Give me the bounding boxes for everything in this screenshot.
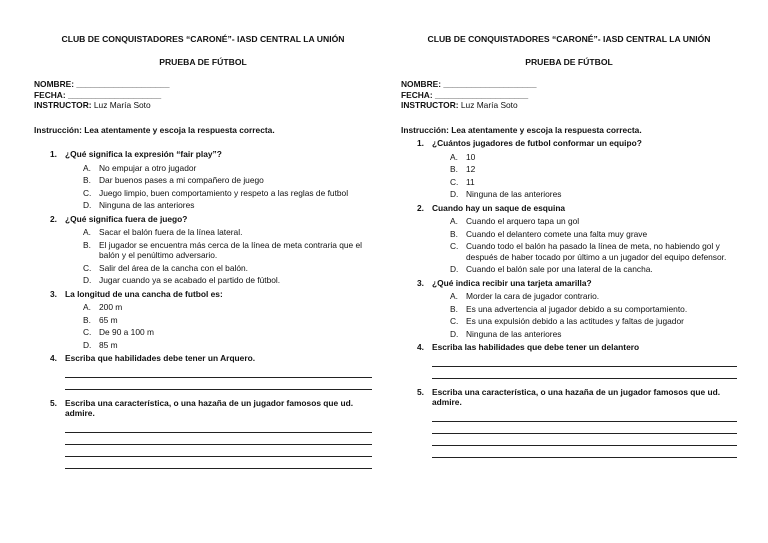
club-title: CLUB DE CONQUISTADORES “CARONÉ”- IASD CENTRAL LA UNIÓN xyxy=(427,34,711,44)
question-item xyxy=(401,278,737,340)
option-letter: D. xyxy=(83,339,92,350)
answer-line[interactable] xyxy=(432,410,737,422)
option-text: Dar buenos pases a mi compañero de juego xyxy=(99,175,264,186)
question-text: ¿Qué indica recibir una tarjeta amarilla? xyxy=(432,277,592,288)
option-item[interactable] xyxy=(432,189,737,200)
option-letter: A. xyxy=(83,227,91,238)
question-text: ¿Cuántos jugadores de futbol conformar un equipo? xyxy=(432,138,642,149)
option-letter: B. xyxy=(83,239,91,250)
instructor-name: Luz María Soto xyxy=(91,100,151,111)
option-item[interactable] xyxy=(65,327,372,338)
question-list xyxy=(401,138,737,458)
options-list xyxy=(432,152,737,200)
options-list xyxy=(65,163,372,211)
option-letter: B. xyxy=(450,164,458,175)
question-number: 4. xyxy=(50,353,57,364)
club-title: CLUB DE CONQUISTADORES “CARONÉ”- IASD CENTRAL LA UNIÓN xyxy=(61,34,345,44)
option-item[interactable] xyxy=(65,163,372,174)
option-letter: D. xyxy=(83,200,92,211)
option-letter: C. xyxy=(83,187,92,198)
instruction-text: Instrucción: Lea atentamente y escoja la respuesta correcta. xyxy=(401,124,642,135)
option-letter: B. xyxy=(83,175,91,186)
nombre-field[interactable]: NOMBRE: ____________________ xyxy=(34,79,170,90)
question-text: Escriba las habilidades que debe tener un delantero xyxy=(432,342,640,353)
option-item[interactable] xyxy=(432,177,737,188)
option-text: 12 xyxy=(466,164,476,175)
question-item xyxy=(401,342,737,379)
option-letter: B. xyxy=(450,228,458,239)
option-text: 65 m xyxy=(99,314,118,325)
option-text: Es una expulsión debido a las actitudes y faltas de jugador xyxy=(466,316,684,327)
exam-title: PRUEBA DE FÚTBOL xyxy=(159,56,247,67)
answer-line[interactable] xyxy=(65,433,372,445)
instructor-label: INSTRUCTOR: xyxy=(401,100,459,111)
option-text: Sacar el balón fuera de la línea lateral. xyxy=(99,227,243,238)
question-number: 2. xyxy=(417,202,424,213)
option-letter: C. xyxy=(450,176,459,187)
option-letter: B. xyxy=(83,314,91,325)
answer-line[interactable] xyxy=(65,445,372,457)
option-letter: C. xyxy=(450,241,459,252)
question-number: 3. xyxy=(417,277,424,288)
option-item[interactable] xyxy=(65,302,372,313)
question-text: La longitud de una cancha de futbol es: xyxy=(65,288,223,299)
option-item[interactable] xyxy=(432,229,737,240)
instructor-name: Luz María Soto xyxy=(458,100,518,111)
option-text: El jugador se encuentra más cerca de la línea de meta contraria que el balón y el penúltimo adversario. xyxy=(99,239,363,261)
option-text: No empujar a otro jugador xyxy=(99,162,197,173)
answer-lines xyxy=(65,366,372,390)
question-number: 1. xyxy=(50,149,57,160)
option-text: Juego limpio, buen comportamiento y respeto a las reglas de futbol xyxy=(99,187,349,198)
option-item[interactable] xyxy=(432,329,737,340)
question-item xyxy=(401,387,737,458)
instruction-text: Instrucción: Lea atentamente y escoja la respuesta correcta. xyxy=(34,124,275,135)
option-letter: D. xyxy=(450,328,459,339)
question-text: ¿Qué significa la expresión “fair play”? xyxy=(65,149,222,160)
question-text: ¿Qué significa fuera de juego? xyxy=(65,213,188,224)
question-item xyxy=(34,214,372,286)
question-number: 4. xyxy=(417,342,424,353)
nombre-field[interactable]: NOMBRE: ____________________ xyxy=(401,79,537,90)
option-item[interactable] xyxy=(432,164,737,175)
question-item xyxy=(401,138,737,200)
option-text: Morder la cara de jugador contrario. xyxy=(466,291,600,302)
option-letter: C. xyxy=(83,262,92,273)
answer-lines xyxy=(65,421,372,469)
option-text: Es una advertencia al jugador debido a su comportamiento. xyxy=(466,303,688,314)
answer-lines xyxy=(432,355,737,379)
option-item[interactable] xyxy=(432,241,737,262)
fecha-field[interactable]: FECHA: ____________________ xyxy=(34,89,162,100)
instructor-field xyxy=(401,100,737,111)
option-letter: D. xyxy=(83,275,92,286)
option-letter: D. xyxy=(450,189,459,200)
option-item[interactable] xyxy=(65,240,372,261)
option-text: 200 m xyxy=(99,302,123,313)
answer-line[interactable] xyxy=(432,367,737,379)
option-text: Cuando el balón sale por una lateral de la cancha. xyxy=(466,264,653,275)
question-number: 2. xyxy=(50,213,57,224)
question-item xyxy=(401,203,737,275)
answer-line[interactable] xyxy=(432,446,737,458)
answer-line[interactable] xyxy=(432,355,737,367)
question-number: 5. xyxy=(50,397,57,408)
option-item[interactable] xyxy=(432,316,737,327)
fecha-field[interactable]: FECHA: ____________________ xyxy=(401,89,529,100)
answer-lines xyxy=(432,410,737,458)
option-item[interactable] xyxy=(432,216,737,227)
options-list xyxy=(432,216,737,275)
option-item[interactable] xyxy=(65,315,372,326)
question-item xyxy=(34,149,372,211)
option-item[interactable] xyxy=(65,263,372,274)
option-letter: B. xyxy=(450,303,458,314)
option-text: 10 xyxy=(466,151,476,162)
option-item[interactable] xyxy=(65,200,372,211)
option-letter: A. xyxy=(83,302,91,313)
option-item[interactable] xyxy=(432,152,737,163)
right-exam-page xyxy=(401,34,737,458)
options-list xyxy=(65,302,372,350)
option-letter: A. xyxy=(450,151,458,162)
option-text: 85 m xyxy=(99,339,118,350)
option-item[interactable] xyxy=(432,304,737,315)
option-text: Ninguna de las anteriores xyxy=(466,328,562,339)
option-text: Ninguna de las anteriores xyxy=(466,189,562,200)
option-item[interactable] xyxy=(65,275,372,286)
question-number: 1. xyxy=(417,138,424,149)
option-text: Ninguna de las anteriores xyxy=(99,200,195,211)
question-number: 5. xyxy=(417,386,424,397)
option-letter: A. xyxy=(83,162,91,173)
answer-line[interactable] xyxy=(432,422,737,434)
option-item[interactable] xyxy=(432,291,737,302)
left-exam-page xyxy=(34,34,372,469)
option-text: Jugar cuando ya se acabado el partido de fútbol. xyxy=(99,275,281,286)
question-text: Escriba una característica, o una hazaña de un jugador famosos que ud. admire. xyxy=(65,397,354,419)
answer-line[interactable] xyxy=(65,421,372,433)
option-item[interactable] xyxy=(65,227,372,238)
question-text: Escriba una característica, o una hazaña de un jugador famosos que ud. admire. xyxy=(432,386,721,408)
question-item xyxy=(34,353,372,390)
student-fields xyxy=(34,79,372,111)
option-letter: A. xyxy=(450,216,458,227)
option-text: 11 xyxy=(466,176,475,187)
option-text: De 90 a 100 m xyxy=(99,327,154,338)
option-text: Salir del área de la cancha con el balón. xyxy=(99,262,248,273)
option-letter: C. xyxy=(450,316,459,327)
option-letter: D. xyxy=(450,264,459,275)
answer-line[interactable] xyxy=(65,457,372,469)
option-item[interactable] xyxy=(432,264,737,275)
option-text: Cuando todo el balón ha pasado la línea de meta, no habiendo gol y después de haber tocado por último a un jugador del equipo defensor. xyxy=(466,241,727,262)
option-item[interactable] xyxy=(65,188,372,199)
question-list xyxy=(34,149,372,469)
answer-line[interactable] xyxy=(65,366,372,378)
options-list xyxy=(65,227,372,286)
question-text: Cuando hay un saque de esquina xyxy=(432,202,566,213)
instructor-field xyxy=(34,100,372,111)
instructor-label: INSTRUCTOR: xyxy=(34,100,92,111)
option-text: Cuando el delantero comete una falta muy grave xyxy=(466,228,648,239)
question-text: Escriba que habilidades debe tener un Arquero. xyxy=(65,353,256,364)
student-fields xyxy=(401,79,737,111)
question-number: 3. xyxy=(50,288,57,299)
question-item xyxy=(34,289,372,351)
options-list xyxy=(432,291,737,339)
exam-title: PRUEBA DE FÚTBOL xyxy=(525,56,613,67)
option-item[interactable] xyxy=(65,175,372,186)
answer-line[interactable] xyxy=(65,378,372,390)
option-letter: C. xyxy=(83,327,92,338)
answer-line[interactable] xyxy=(432,434,737,446)
question-item xyxy=(34,398,372,469)
option-item[interactable] xyxy=(65,340,372,351)
option-text: Cuando el arquero tapa un gol xyxy=(466,216,580,227)
option-letter: A. xyxy=(450,291,458,302)
